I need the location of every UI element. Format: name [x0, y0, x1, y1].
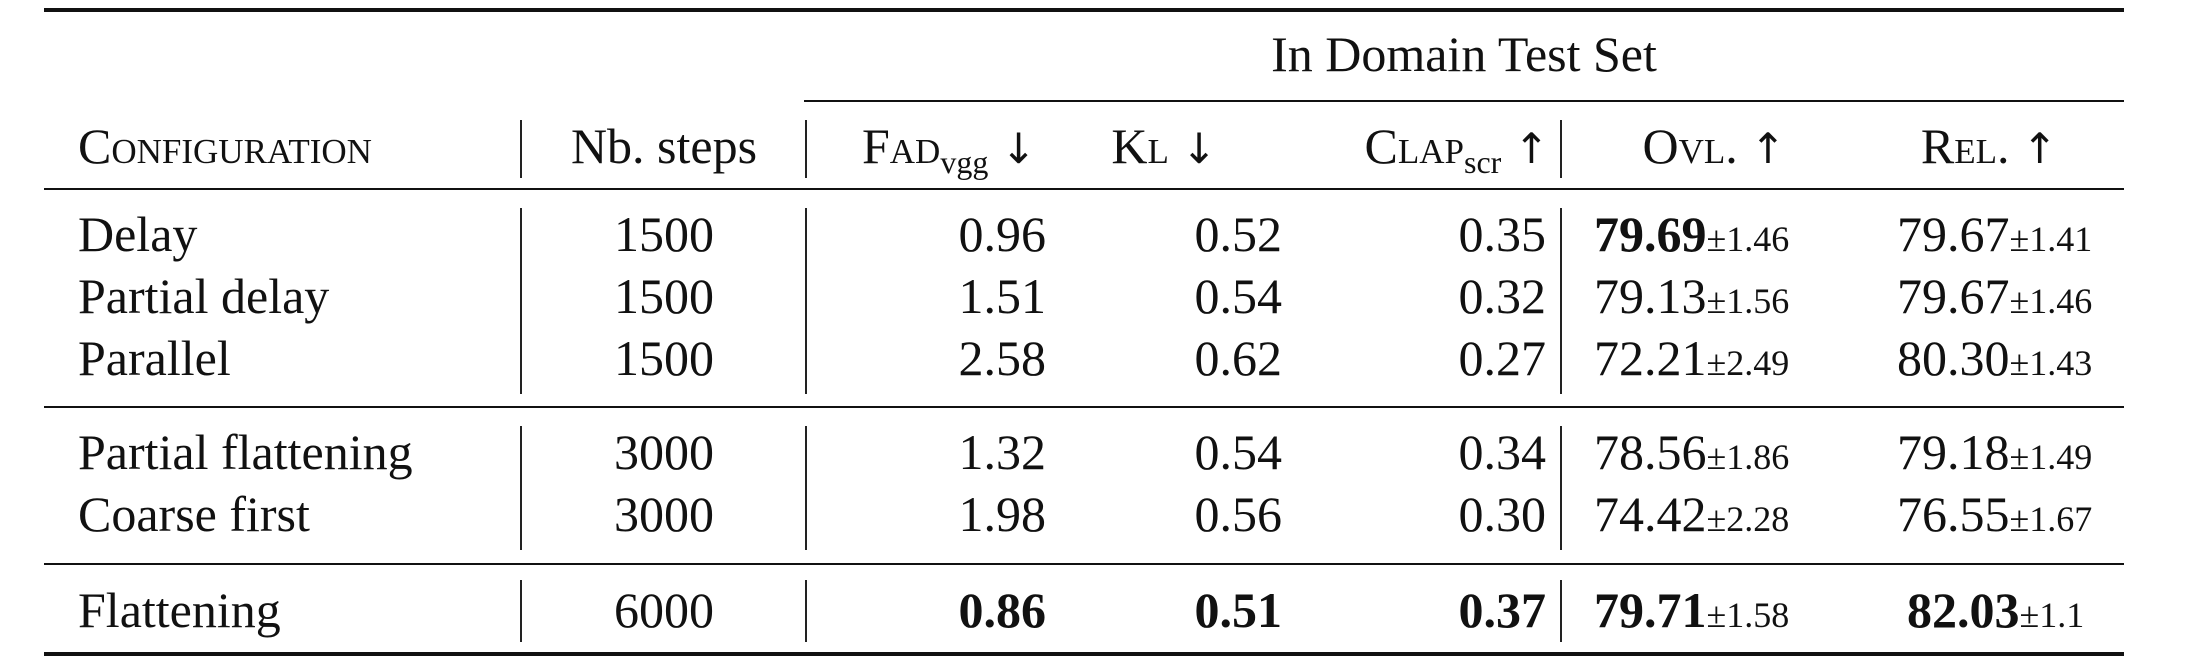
col-header-rel — [1874, 116, 2104, 176]
up-arrow-icon: ↑ — [2021, 124, 2058, 173]
cell-fad: 1.98 — [958, 486, 1046, 542]
ovl-value: 78.56 — [1594, 424, 1707, 480]
cell-ovl — [1594, 266, 1864, 326]
ovl-label: Ovl. — [1642, 118, 1738, 174]
cell-kl: 0.51 — [1194, 582, 1282, 638]
cell-rel — [1897, 266, 2117, 326]
ovl-std: ±1.56 — [1706, 281, 1790, 321]
bottom-rule — [44, 652, 2124, 656]
vbar-g3-2 — [805, 580, 807, 642]
cell-ovl — [1594, 328, 1864, 388]
cell-clap: 0.27 — [1458, 330, 1546, 386]
cell-ovl — [1594, 422, 1864, 482]
up-arrow-icon: ↑ — [1750, 124, 1786, 173]
results-table — [44, 0, 2124, 672]
cell-fad: 0.96 — [958, 206, 1046, 262]
rel-value: 79.18 — [1897, 424, 2010, 480]
ovl-std: ±1.86 — [1706, 437, 1790, 477]
ovl-std: ±2.28 — [1706, 499, 1790, 539]
ovl-value: 79.71 — [1594, 582, 1707, 638]
ovl-std: ±1.46 — [1706, 219, 1790, 259]
cell-fad: 1.51 — [958, 268, 1046, 324]
down-arrow-icon: ↓ — [1000, 124, 1037, 173]
vbar-header-2 — [805, 120, 807, 178]
cell-steps: 3000 — [614, 424, 714, 480]
cell-steps: 1500 — [614, 268, 714, 324]
ovl-value: 72.21 — [1594, 330, 1707, 386]
cell-clap: 0.30 — [1458, 486, 1546, 542]
cell-clap: 0.35 — [1458, 206, 1546, 262]
cell-rel — [1897, 328, 2117, 388]
cell-config: Partial delay — [78, 268, 330, 324]
rel-std: ±1.67 — [2009, 499, 2093, 539]
vbar-g2-2 — [805, 426, 807, 550]
ovl-value: 74.42 — [1594, 486, 1707, 542]
cell-ovl — [1594, 484, 1864, 544]
rel-std: ±1.46 — [2009, 281, 2093, 321]
cell-rel — [1897, 422, 2117, 482]
ovl-value: 79.69 — [1594, 206, 1707, 262]
cell-kl: 0.54 — [1194, 268, 1282, 324]
col-header-configuration: Configuration — [78, 118, 372, 174]
vbar-g3-3 — [1560, 580, 1562, 642]
vbar-g1-2 — [805, 208, 807, 394]
group-cmidrule — [804, 100, 2124, 102]
rel-value: 79.67 — [1897, 268, 2010, 324]
ovl-value: 79.13 — [1594, 268, 1707, 324]
fad-label: Fad — [861, 118, 941, 174]
group-header: In Domain Test Set — [1271, 26, 1657, 82]
cell-clap: 0.32 — [1458, 268, 1546, 324]
vbar-g2-3 — [1560, 426, 1562, 550]
cell-kl: 0.56 — [1194, 486, 1282, 542]
col-header-clap — [1244, 116, 1549, 180]
group-separator-1 — [44, 406, 2124, 408]
vbar-header-3 — [1560, 120, 1562, 178]
vbar-g1-1 — [520, 208, 522, 394]
col-header-ovl — [1574, 116, 1854, 176]
cell-fad: 0.86 — [958, 582, 1046, 638]
rel-std: ±1.1 — [2019, 595, 2085, 635]
rel-value: 80.30 — [1897, 330, 2010, 386]
cell-fad: 1.32 — [958, 424, 1046, 480]
rel-value: 79.67 — [1897, 206, 2010, 262]
col-header-steps: Nb. steps — [570, 118, 758, 174]
cell-config: Parallel — [78, 330, 231, 386]
up-arrow-icon: ↑ — [1513, 124, 1549, 173]
vbar-g1-3 — [1560, 208, 1562, 394]
cell-ovl — [1594, 580, 1864, 640]
cell-kl: 0.62 — [1194, 330, 1282, 386]
rel-value: 76.55 — [1897, 486, 2010, 542]
vbar-header-1 — [520, 120, 522, 178]
cell-kl: 0.54 — [1194, 424, 1282, 480]
rel-label: Rel. — [1920, 118, 2010, 174]
group-separator-2 — [44, 563, 2124, 565]
header-rule — [44, 188, 2124, 190]
fad-subscript: vgg — [940, 144, 989, 180]
cell-steps: 1500 — [614, 206, 714, 262]
cell-rel — [1897, 484, 2117, 544]
top-rule — [44, 8, 2124, 12]
vbar-g3-1 — [520, 580, 522, 642]
rel-std: ±1.41 — [2009, 219, 2093, 259]
col-header-fad — [814, 116, 1084, 180]
cell-steps: 1500 — [614, 330, 714, 386]
ovl-std: ±2.49 — [1706, 343, 1790, 383]
rel-std: ±1.43 — [2009, 343, 2093, 383]
cell-clap: 0.37 — [1458, 582, 1546, 638]
cell-config: Flattening — [78, 582, 281, 638]
rel-value: 82.03 — [1907, 582, 2020, 638]
cell-steps: 6000 — [614, 582, 714, 638]
clap-subscript: scr — [1463, 144, 1502, 180]
ovl-std: ±1.58 — [1706, 595, 1790, 635]
cell-kl: 0.52 — [1194, 206, 1282, 262]
clap-label: Clap — [1364, 118, 1464, 174]
cell-config: Delay — [78, 206, 198, 262]
cell-fad: 2.58 — [958, 330, 1046, 386]
down-arrow-icon: ↓ — [1181, 124, 1217, 173]
vbar-g2-1 — [520, 426, 522, 550]
cell-rel — [1897, 204, 2117, 264]
cell-ovl — [1594, 204, 1864, 264]
cell-config: Coarse first — [78, 486, 310, 542]
cell-steps: 3000 — [614, 486, 714, 542]
cell-rel — [1907, 580, 2117, 640]
kl-label: Kl — [1111, 118, 1169, 174]
cell-config: Partial flattening — [78, 424, 413, 480]
rel-std: ±1.49 — [2009, 437, 2093, 477]
col-header-kl — [1094, 116, 1234, 176]
cell-clap: 0.34 — [1458, 424, 1546, 480]
